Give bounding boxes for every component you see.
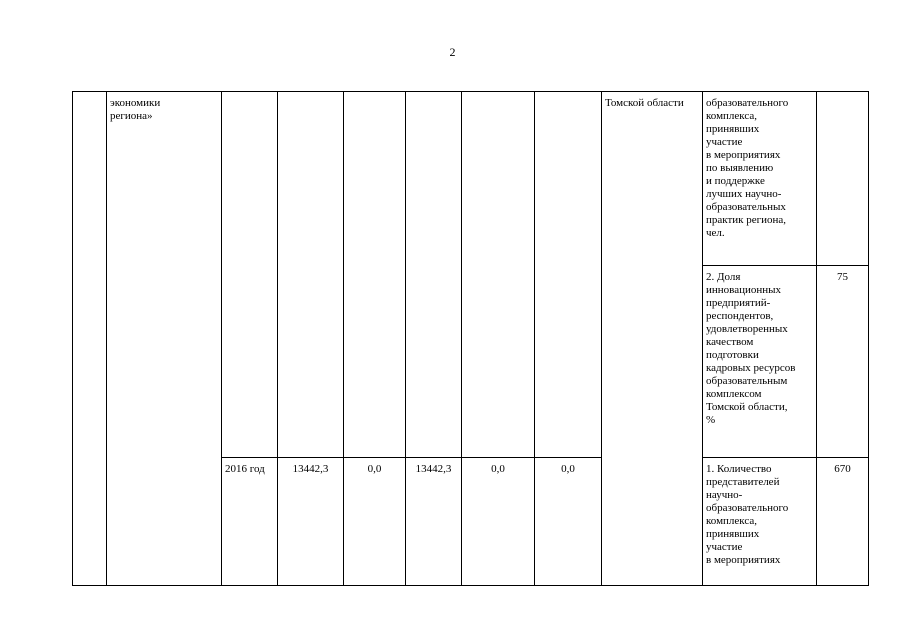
local-cell: 0,0 [462,458,535,586]
indicator-value-cell: 75 [817,266,869,458]
page-number: 2 [449,45,456,59]
federal-cell [344,92,406,458]
indicator-text-cell: 1. Количество представителей научно- образовательного комплекса, принявших участие в мероприятиях [703,458,817,586]
other-cell [535,92,602,458]
number-cell [73,92,107,586]
local-cell [462,92,535,458]
year-cell: 2016 год [222,458,278,586]
executor-cell: Томской области [602,92,703,586]
program-table [72,91,869,586]
total-cell: 13442,3 [278,458,344,586]
indicator-text-cell: образовательного комплекса, принявших участие в мероприятиях по выявлению и поддержке лучших научно- образовательных практик региона, чел. [703,92,817,266]
regional-cell: 13442,3 [406,458,462,586]
table-row [73,92,869,266]
indicator-value-cell: 670 [817,458,869,586]
total-cell [278,92,344,458]
event-name-cell: экономики региона» [107,92,222,586]
federal-cell: 0,0 [344,458,406,586]
other-cell: 0,0 [535,458,602,586]
indicator-value-cell [817,92,869,266]
year-cell [222,92,278,458]
regional-cell [406,92,462,458]
indicator-text-cell: 2. Доля инновационных предприятий- респондентов, удовлетворенных качеством подготовки кадровых ресурсов образовательным комплексом Томской области, % [703,266,817,458]
